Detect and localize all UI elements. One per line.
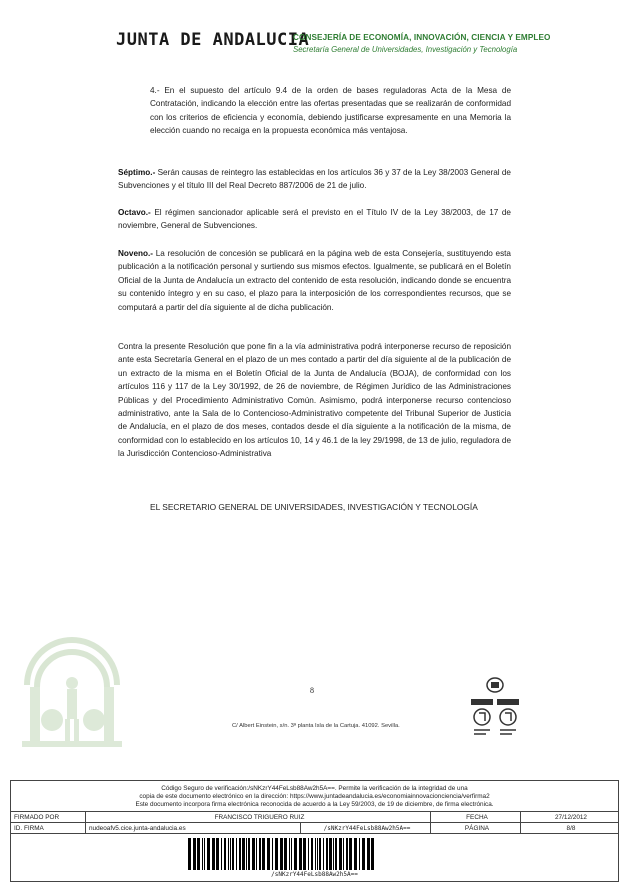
barcode-bar xyxy=(221,838,222,870)
septimo-label: Séptimo.- xyxy=(118,168,156,177)
barcode-bar xyxy=(248,838,250,870)
certification-logos xyxy=(470,672,520,747)
paragraph-septimo xyxy=(118,166,511,193)
barcode-bar xyxy=(204,838,205,870)
verification-code: /sNKzrY44FeLsb88Aw2h5A== xyxy=(301,823,431,834)
barcode-bar xyxy=(239,838,241,870)
barcode-bar xyxy=(228,838,229,870)
barcode-text: /sNKzrY44FeLsb88Aw2h5A== xyxy=(271,871,358,878)
pagina-label: PÁGINA xyxy=(431,823,521,834)
id-label: ID. FIRMA xyxy=(11,823,86,834)
barcode-bar xyxy=(202,838,203,870)
barcode xyxy=(188,838,378,870)
barcode-bar xyxy=(326,838,328,870)
barcode-bar xyxy=(207,838,210,870)
pagina-value: 8/8 xyxy=(566,825,576,832)
firmado-value: FRANCISCO TRIGUERO RUIZ xyxy=(86,812,431,823)
barcode-bar xyxy=(289,838,290,870)
department-subtitle: Secretaría General de Universidades, Investigación y Tecnología xyxy=(293,45,518,54)
barcode-bar xyxy=(308,838,309,870)
barcode-bar xyxy=(343,838,344,870)
junta-logo-text: JUNTA DE ANDALUCIA xyxy=(116,30,310,50)
department-title: CONSEJERÍA DE ECONOMÍA, INNOVACIÓN, CIENCIA Y EMPLEO xyxy=(293,33,551,42)
barcode-bar xyxy=(367,838,370,870)
barcode-bar xyxy=(291,838,292,870)
barcode-bar xyxy=(299,838,302,870)
barcode-bar xyxy=(317,838,318,870)
fecha-value: 27/12/2012 xyxy=(555,814,587,821)
barcode-bar xyxy=(230,838,231,870)
barcode-bar xyxy=(339,838,342,870)
octavo-text: El régimen sancionador aplicable será el previsto en el Título IV de la Ley 38/2003, de 17 de noviembre, General de Subvenciones. xyxy=(118,208,511,231)
signature-verification-box xyxy=(10,780,619,882)
barcode-bar xyxy=(315,838,316,870)
paragraph-item-4: 4.- En el supuesto del artículo 9.4 de la orden de bases reguladoras Acta de la Mesa de Contratación, indicando la elección entre las ofertas presentadas que se realizarán de conformidad con los criterios de eficiencia y economía, debiendo justificarse expresamente en una Memoria la elección cuando no recaiga en la propuesta económica más ventajosa. xyxy=(150,86,511,136)
barcode-bar xyxy=(354,838,357,870)
barcode-bar xyxy=(224,838,226,870)
barcode-bar xyxy=(262,838,265,870)
barcode-bar xyxy=(294,838,297,870)
barcode-bar xyxy=(267,838,270,870)
barcode-bar xyxy=(212,838,215,870)
barcode-bar xyxy=(359,838,360,870)
barcode-bar xyxy=(259,838,261,870)
id-value: nudeoafv5.cice.junta-andalucia.es xyxy=(86,823,301,834)
barcode-bar xyxy=(242,838,245,870)
septimo-text: Serán causas de reintegro las establecidas en los artículos 36 y 37 de la Ley 38/2003 General de Subvenciones y el título III del Real Decreto 887/2006 de 21 de julio. xyxy=(118,168,511,191)
barcode-bar xyxy=(303,838,306,870)
barcode-bar xyxy=(252,838,255,870)
andalucia-emblem-watermark xyxy=(12,625,132,750)
fecha-label: FECHA xyxy=(431,812,521,823)
barcode-bar xyxy=(275,838,278,870)
barcode-bar xyxy=(362,838,365,870)
barcode-bar xyxy=(349,838,352,870)
paragraph-final-recurso: Contra la presente Resolución que pone fin a la vía administrativa podrá interponerse recurso de reposición ante esta Secretaría General en el plazo de un mes contado a partir del día siguiente al de la publicación de un extracto de la misma en el Boletín Oficial de la Junta de Andalucía (BOJA), de conformidad con los artículos 116 y 117 de la Ley 30/1992, de 26 de noviembre, de Régimen Jurídico de las Administraciones Públicas y del Procedimiento Administrativo Común. Asimismo, podrá interponerse recurso contencioso administrativo, ante la Sala de lo Contencioso-Administrativo competente del Tribunal Superior de Justicia de Andalucía, en el plazo de dos meses, contados desde el día siguiente a la notificación de la misma, de conformidad con lo establecido en los artículos 10, 14 y 46.1 de la ley 29/1998, de 13 de julio, reguladora de la Jurisdicción Contencioso-Administrativa xyxy=(118,342,511,459)
barcode-bar xyxy=(311,838,313,870)
barcode-bar xyxy=(232,838,234,870)
barcode-bar xyxy=(188,838,191,870)
barcode-bar xyxy=(329,838,332,870)
barcode-bar xyxy=(335,838,337,870)
verification-notice xyxy=(11,781,618,811)
footer-address: C/ Albert Einstein, s/n. 3ª planta Isla de la Cartuja. 41092. Sevilla. xyxy=(232,723,400,729)
barcode-bar xyxy=(216,838,219,870)
barcode-bar xyxy=(323,838,324,870)
firmado-label: FIRMADO POR xyxy=(11,812,86,823)
paragraph-octavo xyxy=(118,206,511,233)
barcode-bar xyxy=(319,838,321,870)
noveno-text: La resolución de concesión se publicará en la página web de esta Consejería, sustituyendo esta publicación a la notificación personal y surtiendo sus mismos efectos. Igualmente, se publicará en el Boletín Oficial de la Junta de Andalucía un extracto del contenido de esta resolución, indicando donde se encuentra su contenido íntegro y en su caso, el plazo para la interposición de los correspondientes recursos, que se computará a partir del día siguiente al de dicha publicación. xyxy=(118,249,511,312)
barcode-bar xyxy=(284,838,287,870)
barcode-bar xyxy=(236,838,237,870)
barcode-area xyxy=(11,833,618,883)
barcode-bar xyxy=(246,838,247,870)
barcode-bar xyxy=(346,838,348,870)
verification-line-3: Este documento incorpora firma electrónica reconocida de acuerdo a la Ley 59/2003, de 19 de diciembre, de firma electrónica. xyxy=(135,801,494,808)
barcode-bar xyxy=(256,838,257,870)
octavo-label: Octavo.- xyxy=(118,208,151,217)
noveno-label: Noveno.- xyxy=(118,249,154,258)
verification-line-1: Código Seguro de verificación:/sNKzrY44FeLsb88Aw2h5A==. Permite la verificación de la integridad de una xyxy=(161,785,468,792)
paragraph-noveno xyxy=(118,247,511,314)
signer-title: EL SECRETARIO GENERAL DE UNIVERSIDADES, INVESTIGACIÓN Y TECNOLOGÍA xyxy=(150,502,478,512)
barcode-bar xyxy=(280,838,283,870)
barcode-bar xyxy=(197,838,200,870)
verification-line-2: copia de este documento electrónico en la dirección: https://www.juntadeandalucia.es/economiainnovacionciencia/verfirma2 xyxy=(139,793,490,800)
barcode-bar xyxy=(371,838,374,870)
barcode-bar xyxy=(333,838,334,870)
barcode-bar xyxy=(272,838,273,870)
page-number: 8 xyxy=(310,686,314,695)
barcode-bar xyxy=(193,838,196,870)
